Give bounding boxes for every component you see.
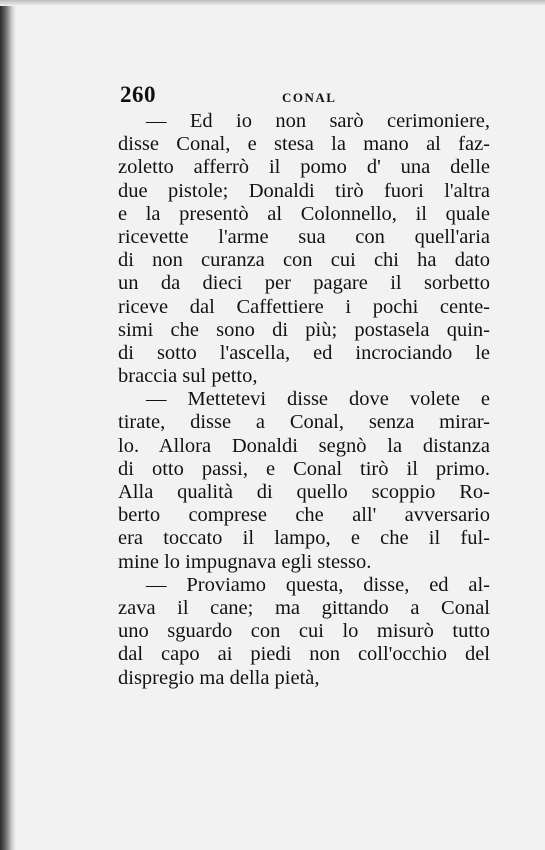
text-line: di otto passi, e Conal tirò il primo. <box>118 457 490 480</box>
text-line: un da dieci per pagare il sorbetto <box>118 272 490 295</box>
body-text <box>118 110 490 690</box>
text-line: mine lo impugnava egli stesso. <box>118 550 372 573</box>
text-line: uno sguardo con cui lo misurò tutto <box>118 620 490 643</box>
text-line: era toccato il lampo, e che il ful- <box>118 527 490 550</box>
page-top-edge <box>0 0 545 6</box>
text-line: e la presentò al Colonnello, il quale <box>118 202 490 225</box>
text-line: simi che sono di più; postasela quin- <box>118 318 490 341</box>
text-line: due pistole; Donaldi tirò fuori l'altra <box>118 179 490 202</box>
text-line: di non curanza con cui chi ha dato <box>118 249 490 272</box>
text-line: — Ed io non sarò cerimoniere, <box>146 110 490 132</box>
text-line: dal capo ai piedi non coll'occhio del <box>118 643 490 666</box>
text-line: tirate, disse a Conal, senza mirar- <box>118 411 490 434</box>
text-line: zava il cane; ma gittando a Conal <box>118 596 490 619</box>
text-line: Alla qualità di quello scoppio Ro- <box>118 481 490 503</box>
running-head: CONAL <box>282 90 337 105</box>
text-line: braccia sul petto, <box>118 365 258 388</box>
text-line: zoletto afferrò il pomo d' una delle <box>118 156 490 179</box>
text-line: ricevette l'arme sua con quell'aria <box>118 225 490 248</box>
text-line: disse Conal, e stesa la mano al faz- <box>118 133 490 156</box>
text-line: dispregio ma della pietà, <box>118 666 320 689</box>
page-gutter-shadow <box>0 0 16 850</box>
text-line: — Proviamo questa, disse, ed al- <box>146 573 490 596</box>
text-line: — Mettetevi disse dove volete e <box>146 388 490 411</box>
page-number: 260 <box>120 82 156 107</box>
text-line: di sotto l'ascella, ed incrociando le <box>118 341 490 364</box>
text-line: riceve dal Caffettiere i pochi cente- <box>118 295 490 318</box>
text-line: lo. Allora Donaldi segnò la distanza <box>118 434 490 457</box>
text-line: berto comprese che all' avversario <box>118 504 490 527</box>
